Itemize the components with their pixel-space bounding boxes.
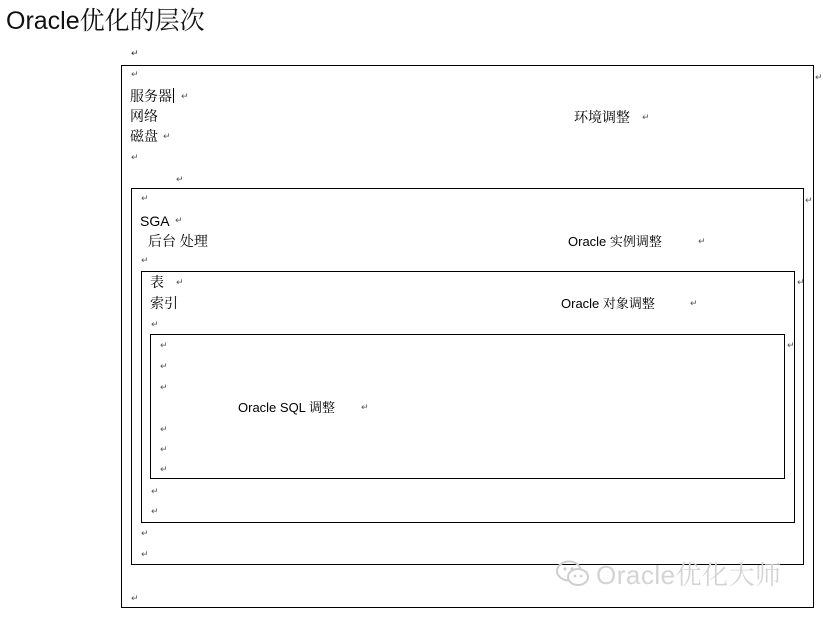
paragraph-mark: ↵	[141, 194, 149, 204]
wechat-icon	[556, 560, 590, 588]
watermark-text: Oracle优化大师	[596, 560, 782, 590]
paragraph-mark: ↵	[163, 132, 171, 142]
watermark	[556, 558, 782, 592]
object-item-table: 表	[150, 274, 164, 290]
object-tuning-label: Oracle 对象调整	[561, 296, 655, 311]
paragraph-mark: ↵	[151, 507, 159, 517]
paragraph-mark: ↵	[141, 550, 149, 560]
paragraph-mark: ↵	[698, 237, 706, 247]
paragraph-mark: ↵	[131, 594, 139, 604]
paragraph-mark: ↵	[131, 49, 139, 59]
paragraph-mark: ↵	[141, 256, 149, 266]
paragraph-mark: ↵	[160, 341, 168, 351]
paragraph-mark: ↵	[160, 425, 168, 435]
paragraph-mark: ↵	[176, 278, 184, 288]
env-item-disk: 磁盘	[130, 128, 158, 144]
paragraph-mark: ↵	[175, 216, 183, 226]
paragraph-mark: ↵	[181, 92, 189, 102]
paragraph-mark: ↵	[131, 70, 139, 80]
paragraph-mark: ↵	[151, 487, 159, 497]
text-cursor	[173, 88, 174, 103]
environment-tuning-label: 环境调整	[574, 109, 630, 125]
paragraph-mark: ↵	[160, 383, 168, 393]
env-item-network: 网络	[130, 108, 158, 124]
instance-item-background: 后台 处理	[148, 233, 208, 249]
paragraph-mark: ↵	[690, 299, 698, 309]
paragraph-mark: ↵	[131, 153, 139, 163]
paragraph-mark: ↵	[805, 196, 813, 206]
paragraph-mark: ↵	[160, 362, 168, 372]
paragraph-mark: ↵	[160, 445, 168, 455]
paragraph-mark: ↵	[160, 465, 168, 475]
object-item-index: 索引	[150, 295, 178, 311]
paragraph-mark: ↵	[787, 341, 795, 351]
instance-tuning-label: Oracle 实例调整	[568, 234, 662, 249]
sql-tuning-label: Oracle SQL 调整	[238, 400, 336, 415]
paragraph-mark: ↵	[797, 278, 805, 288]
page-title: Oracle优化的层次	[6, 7, 205, 35]
paragraph-mark: ↵	[815, 73, 823, 83]
paragraph-mark: ↵	[361, 403, 369, 413]
paragraph-mark: ↵	[151, 320, 159, 330]
paragraph-mark: ↵	[141, 529, 149, 539]
env-item-server: 服务器	[130, 88, 172, 104]
paragraph-mark: ↵	[642, 113, 650, 123]
paragraph-mark: ↵	[176, 175, 184, 185]
instance-item-sga: SGA	[140, 213, 170, 229]
